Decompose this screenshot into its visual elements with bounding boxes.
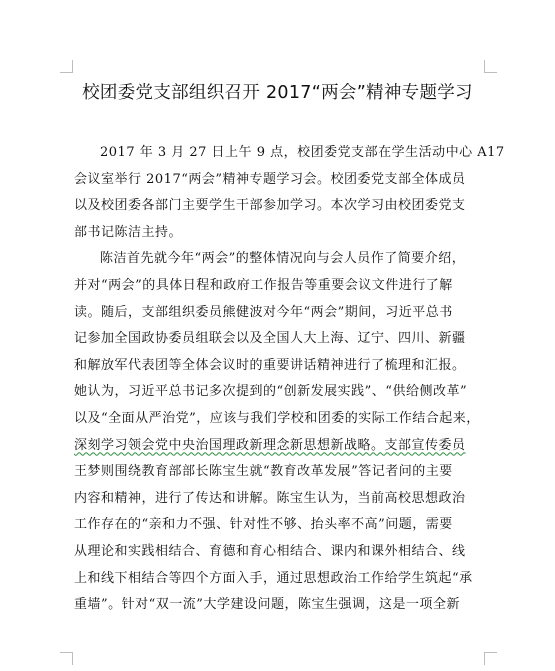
text-line: 内容和精神，进行了传达和讲解。陈宝生认为，当前高校思想政治 <box>74 490 466 506</box>
margin-mark-bottom-right <box>484 652 497 665</box>
text-line: 重墙”。针对“双一流”大学建设问题，陈宝生强调，这是一项全新 <box>74 597 460 613</box>
text-line: 和解放军代表团等全体会议时的重要讲话精神进行了梳理和汇报。 <box>74 357 466 373</box>
text-line: 记参加全国政协委员组联会以及全国人大上海、辽宁、四川、新疆 <box>74 331 466 347</box>
text-line: 陈洁首先就今年“两会”的整体情况向与会人员作了简要介绍， <box>100 251 466 267</box>
margin-mark-top-left <box>60 60 73 73</box>
margin-mark-top-right <box>484 60 497 73</box>
text-line: 以及“全面从严治党”，应该与我们学校和团委的实际工作结合起来， <box>74 410 480 426</box>
text-line: 部书记陈洁主持。 <box>74 224 183 240</box>
text-line: 2017 年 3 月 27 日上午 9 点，校团委党支部在学生活动中心 A17 <box>100 145 505 160</box>
text-line: 深刻学习领会党中央治国理政新理念新思想新战略。支部宣传委员 <box>74 437 466 453</box>
text-line: 她认为，习近平总书记多次提到的“创新发展实践”、“供给侧改革” <box>74 384 468 400</box>
text-line: 从理论和实践相结合、育德和育心相结合、课内和课外相结合、线 <box>74 543 466 559</box>
text-line: 读。随后，支部组织委员熊健波对今年“两会”期间，习近平总书 <box>74 304 453 320</box>
text-line: 以及校团委各部门主要学生干部参加学习。本次学习由校团委党支 <box>74 198 466 214</box>
margin-mark-bottom-left <box>60 652 73 665</box>
document-body[interactable] <box>74 140 505 619</box>
document-title: 校团委党支部组织召开 2017“两会”精神专题学习 <box>82 83 473 103</box>
text-line: 王梦则围绕教育部部长陈宝生就“教育改革发展”答记者问的主要 <box>74 464 453 480</box>
text-line: 工作存在的“亲和力不强、针对性不够、抬头率不高”问题，需要 <box>74 517 453 533</box>
text-line: 会议室举行 2017“两会”精神专题学习会。校团委党支部全体成员 <box>74 171 466 187</box>
text-line: 上和线下相结合等四个方面入手，通过思想政治工作给学生筑起“承 <box>74 570 473 586</box>
text-line: 并对“两会”的具体日程和政府工作报告等重要会议文件进行了解 <box>74 277 453 293</box>
